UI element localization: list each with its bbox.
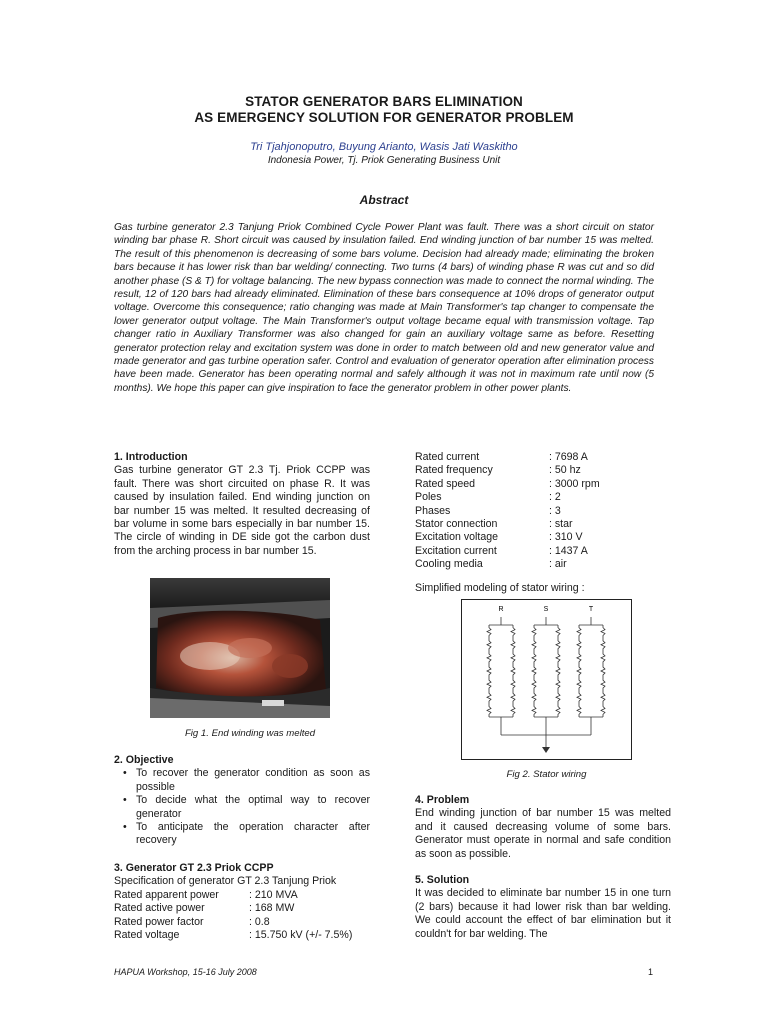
spec-label: Cooling media [415, 558, 483, 571]
spec-value: : 1437 A [549, 544, 588, 557]
page-number: 1 [648, 967, 654, 977]
spec-value: : 7698 A [549, 451, 588, 463]
melted-end-winding-image [150, 578, 330, 718]
fig2-caption: Fig 2. Stator wiring [506, 769, 587, 780]
stator-wiring-diagram [461, 599, 632, 760]
spec-value: : 310 V [549, 531, 583, 544]
spec-value: : star [549, 518, 573, 531]
generator-heading: 3. Generator GT 2.3 Priok CCPP [114, 862, 274, 874]
section-solution [415, 874, 671, 941]
section-introduction [114, 451, 370, 558]
abstract-text: Gas turbine generator 2.3 Tanjung Priok Combined Cycle Power Plant was fault. There was a short circuit on stator winding bar phase R. Short circuit was caused by insulation failed. End winding junction of bar number 15 was melted. The result of this phenomenon is decreasing of some bars volume. Decision had already made; eliminating the broken bars because it has lower risk than bar welding/ connecting. Two turns (4 bars) of winding phase R was cut and so did another phase (S & T) for voltage balancing. The new bypass connection was made to connect the normal winding. The result, 12 of 120 bars had already eliminated. Elimination of these bars consequence at 10% drops of generator output voltage. Overcome this consequence; ratio changing was made at Main Transformer's tap changer to compensate the lower generator output voltage. The Main Transformer's output voltage became equal with transmission voltage. Tap changer ratio in Auxiliary Transformer was also changed for gain an auxiliary voltage same as before. Resetting generator protection relay and excitation system was done in order to match between old and new generator value and made generator and gas turbine operation safer. Control and evaluation of generator operation after elimination process have been made. Generator has been operating normal and safely although it was not in maximum rate until now (5 months). We hope this paper can give inspiration to face the generator problem in other power plants. [114, 222, 654, 394]
paper-title-line1: STATOR GENERATOR BARS ELIMINATION [245, 94, 523, 109]
objective-item: • To decide what the optimal way to recover generator [136, 794, 370, 821]
objective-item: • To anticipate the operation character after recovery [136, 821, 370, 848]
introduction-text: Gas turbine generator GT 2.3 Tj. Priok CCPP was fault. There was short circuited on phase R. It was caused by insulation failed. End winding junction on bar number 15 was melted. It resulted decreasing of bar volume in some bars especially in bar number 15. The circle of winding in DE side got the carbon dust from the arching process in bar number 15. [114, 464, 370, 557]
solution-text: It was decided to eliminate bar number 15 in one turn (2 bars) because it had lower risk than bar welding. We could account the effect of bar elimination but it couldn't for bar welding. The [415, 887, 671, 940]
paper-title-line2: AS EMERGENCY SOLUTION FOR GENERATOR PROBLEM [194, 110, 574, 125]
spec-label: Rated current [415, 451, 480, 463]
fig1-caption: Fig 1. End winding was melted [184, 728, 316, 739]
spec-label: Excitation current [415, 544, 497, 557]
spec-value: : 2 [549, 491, 561, 504]
stator-model-label: Simplified modeling of stator wiring : [415, 581, 585, 594]
generator-spec-table-continued [415, 451, 671, 595]
footer-workshop: HAPUA Workshop, 15-16 July 2008 [114, 967, 257, 977]
spec-value: : 3000 rpm [549, 477, 600, 490]
spec-label: Rated apparent power [114, 888, 219, 901]
spec-label: Stator connection [415, 518, 498, 531]
spec-value: : 3 [549, 504, 561, 517]
spec-value: : air [549, 558, 567, 571]
section-objective [114, 754, 370, 848]
section-generator [114, 862, 370, 942]
spec-label: Phases [415, 504, 451, 517]
abstract-heading: Abstract [359, 193, 409, 207]
generator-spec-table [114, 889, 370, 943]
spec-label: Rated speed [415, 477, 476, 490]
objective-list [114, 767, 370, 847]
solution-heading: 5. Solution [415, 874, 470, 886]
spec-value: : 0.8 [249, 915, 270, 928]
authors: Tri Tjahjonoputro, Buyung Arianto, Wasis Jati Waskitho [250, 141, 518, 153]
spec-label: Rated power factor [114, 915, 204, 928]
spec-label: Rated frequency [415, 464, 493, 477]
affiliation: Indonesia Power, Tj. Priok Generating Business Unit [267, 155, 501, 166]
generator-subheading: Specification of generator GT 2.3 Tanjung Priok [114, 875, 337, 888]
problem-text: End winding junction of bar number 15 was melted and it caused decreasing volume of some bars. Generator must operate in normal and safe condition as soon as possible. [415, 807, 671, 860]
phase-label-s: S [543, 606, 549, 613]
melted-end-winding-photo [150, 578, 330, 718]
phase-label-r: R [498, 606, 504, 613]
spec-value: : 50 hz [549, 464, 581, 477]
spec-value: : 210 MVA [249, 888, 298, 901]
spec-label: Poles [415, 491, 442, 504]
stator-wiring-svg [461, 599, 632, 760]
problem-heading: 4. Problem [415, 794, 470, 806]
objective-heading: 2. Objective [114, 754, 174, 766]
spec-value: : 15.750 kV (+/- 7.5%) [249, 929, 353, 942]
spec-label: Excitation voltage [415, 531, 499, 544]
section-problem [415, 794, 671, 861]
spec-label: Rated voltage [114, 929, 180, 942]
phase-label-t: T [588, 606, 594, 613]
spec-value: : 168 MW [249, 902, 295, 915]
introduction-heading: 1. Introduction [114, 451, 188, 463]
objective-item: • To recover the generator condition as soon as possible [136, 767, 370, 794]
spec-label: Rated active power [114, 902, 205, 915]
